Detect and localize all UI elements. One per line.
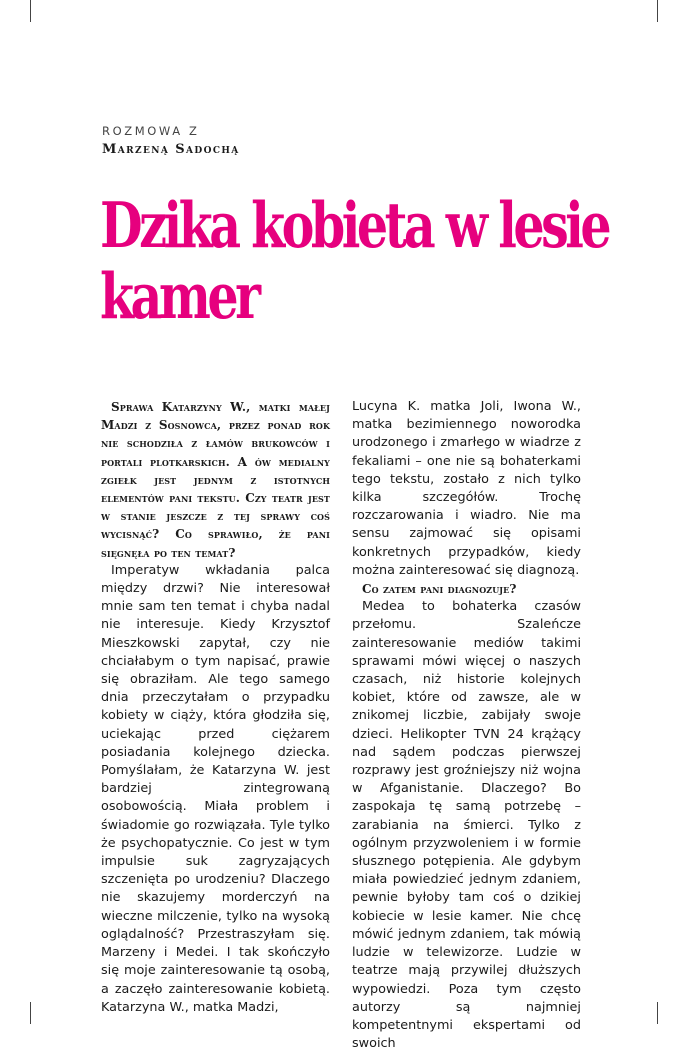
crop-mark-top-left [30,0,31,22]
headline-line-1: Dzika kobieta w lesie [100,188,609,262]
headline-line-2: kamer [100,259,258,333]
question-1: Sprawa Katarzyny W., matki małej Madzi z Sosnowca, przez ponad rok nie schodziła z łamów brukowców i portali plotkarskich. A ów medialny zgiełk jest jednym z istotnych elementów pani tekstu. Czy teatr jest w stanie jeszcze z tej sprawy coś wycisnąć? Co sprawiło, że pani sięgnęła po ten temat? [101,400,330,560]
crop-mark-top-right [657,0,658,22]
interview-kicker: ROZMOWA Z [102,124,200,138]
text-column-right [352,398,581,1053]
text-column-left [101,398,330,1017]
interviewee-name: Marzeną Sadochą [102,142,240,157]
answer-1-part-1: Imperatyw wkładania palca między drzwi? Nie interesował mnie sam ten temat i chyba nadal nie interesuje. Kiedy Krzysztof Mieszkowski zapytał, czy nie chciałabym o tym napisać, prawie się obraziłam. Ale tego samego dnia przeczytałam o przypadku kobiety w ciąży, która głodziła się, uciekając przed ciężarem posiadania kolejnego dziecka. Pomyślałam, że Katarzyna W. jest bardziej zintegrowaną osobowością. Miała problem i świadomie go rozwiązała. Tyle tylko że psychopatycznie. Co jest w tym impulsie suk zagryzających szczenięta po urodzeniu? Dlaczego nie skazujemy morderczyń na wieczne milczenie, tylko na wysoką oglądalność? Przestraszyłam się. Marzeny i Medei. I tak skończyło się moje zainteresowanie tą osobą, a zaczęło zainteresowanie kobietą. Katarzyna W., matka Madzi, [101,562,330,1015]
crop-mark-bottom-right [657,1002,658,1024]
article-headline [100,188,609,333]
question-2: Co zatem pani diagnozuje? [362,582,517,597]
answer-1-part-2: Lucyna K. matka Joli, Iwona W., matka bezimiennego noworodka urodzonego i zmarłego w wiadrze z fekaliami – one nie są bohaterkami tego tekstu, zostało z nich tylko kilka szczegółów. Trochę rozczarowania i wiadro. Nie ma sensu zajmować się opisami konkretnych przypadków, kiedy można zainteresować się diagnozą. [352,399,581,578]
answer-2: Medea to bohaterka czasów przełomu. Szaleńcze zainteresowanie mediów takimi sprawami mówi więcej o naszych czasach, niż historie kolejnych kobiet, które od zawsze, ale w znikomej liczbie, zabijały swoje dzieci. Helikopter TVN 24 krążący nad sądem podczas pierwszej rozprawy jest groźniejszy niż wojna w Afganistanie. Dlaczego? Bo zaspokaja tę samą potrzebę – zarabiania na śmierci. Tylko z ogólnym przyzwoleniem i w formie słusznego potępienia. Ale gdybym miała powiedzieć jednym zdaniem, pewnie byłoby tam coś o dzikiej kobiecie w lesie kamer. Nie chcę mówić jednym zdaniem, tak mówią ludzie w telewizorze. Ludzie w teatrze mają przywilej dłuższych wypowiedzi. Poza tym często autorzy są najmniej kompetentnymi ekspertami od swoich [352,599,581,1052]
crop-mark-bottom-left [30,1002,31,1024]
